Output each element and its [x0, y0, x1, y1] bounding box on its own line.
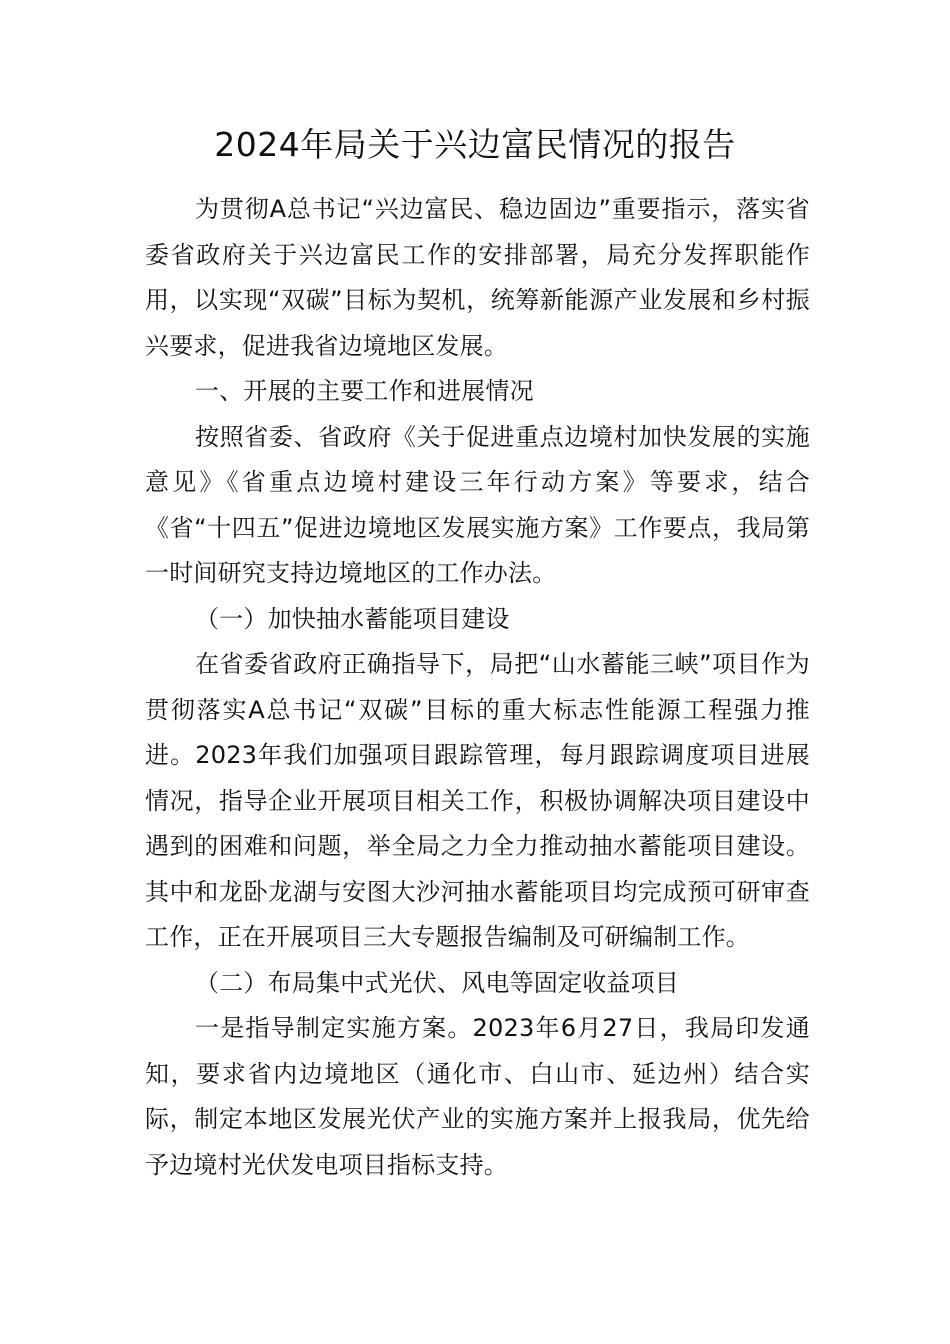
document-body: [145, 187, 810, 1188]
subsection-heading-1: （一）加快抽水蓄能项目建设: [195, 604, 510, 633]
intro-paragraph: 为贯彻A总书记“兴边富民、稳边固边”重要指示，落实省委省政府关于兴边富民工作的安排部署，局充分发挥职能作用，以实现“双碳”目标为契机，统筹新能源产业发展和乡村振兴要求，促进我省边境地区发展。: [145, 195, 810, 360]
subsection-2-paragraph: 一是指导制定实施方案。2023年6月27日，我局印发通知，要求省内边境地区（通化市、白山市、延边州）结合实际，制定本地区发展光伏产业的实施方案并上报我局，优先给予边境村光伏发电项目指标支持。: [145, 1014, 810, 1179]
section-1-paragraph: 按照省委、省政府《关于促进重点边境村加快发展的实施意见》《省重点边境村建设三年行动方案》等要求，结合《省“十四五”促进边境地区发展实施方案》工作要点，我局第一时间研究支持边境地区的工作办法。: [145, 422, 810, 587]
section-heading-1: 一、开展的主要工作和进展情况: [195, 377, 534, 405]
subsection-1-paragraph: 在省委省政府正确指导下，局把“山水蓄能三峡”项目作为贯彻落实A总书记“双碳”目标的重大标志性能源工程强力推进。2023年我们加强项目跟踪管理，每月跟踪调度项目进展情况，指导企业开展项目相关工作，积极协调解决项目建设中遇到的困难和问题，举全局之力全力推动抽水蓄能项目建设。其中和龙卧龙湖与安图大沙河抽水蓄能项目均完成预可研审查工作，正在开展项目三大专题报告编制及可研编制工作。: [145, 650, 810, 951]
document-title: 2024年局关于兴边富民情况的报告: [214, 125, 736, 164]
subsection-heading-2: （二）布局集中式光伏、风电等固定收益项目: [195, 968, 679, 997]
